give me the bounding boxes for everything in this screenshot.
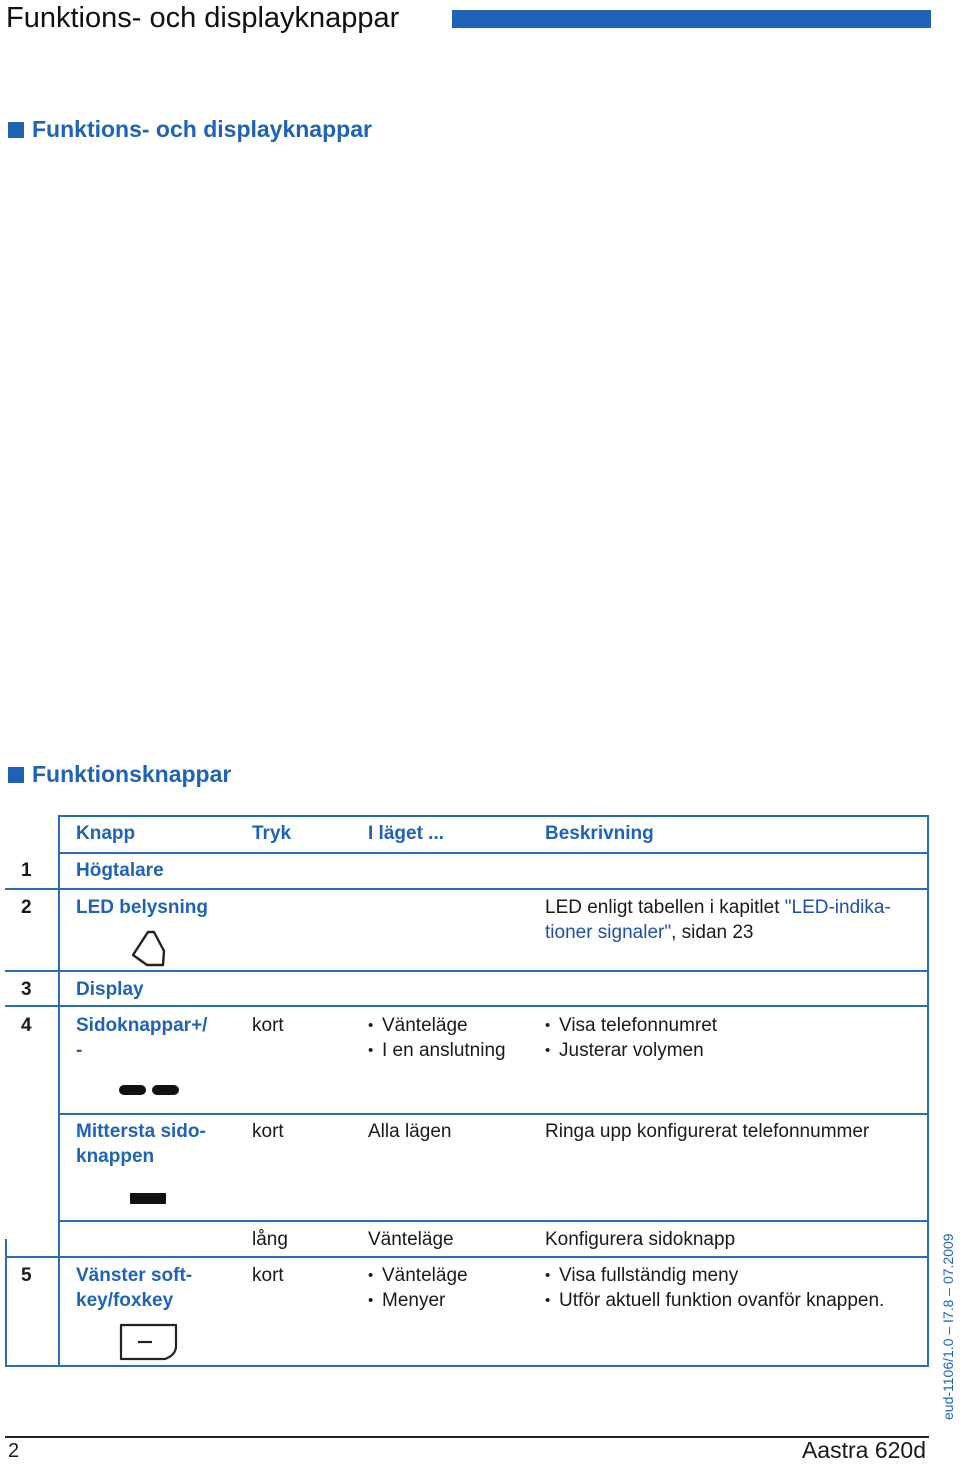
table-rule [58,1113,929,1115]
mode-text: Vänteläge [368,1229,454,1250]
description-text: Konfigurera sidoknapp [545,1229,736,1250]
key-name-display: Display [76,979,144,1000]
key-name-line: Mittersta sido- [76,1121,206,1142]
press-type: kort [252,1121,284,1142]
softkey-icon [118,1322,180,1362]
led-page-ref: , sidan 23 [671,922,754,943]
table-border [5,1239,7,1367]
led-chapter-link[interactable]: "LED-indika- [784,897,891,918]
description-list [545,1263,884,1313]
side-keys-icon [118,1083,180,1097]
list-item: • Visa telefonnumret [545,1013,717,1038]
page-title: Funktions- och displayknappar [6,2,400,34]
list-item: • Utför aktuell funktion ovanför knappen. [545,1288,884,1313]
list-item: • I en anslutning [368,1038,506,1063]
key-name-line: key/foxkey [76,1290,174,1311]
table-rule [5,1365,929,1367]
row-number: 4 [21,1015,32,1036]
key-name-line: Vänster soft- [76,1265,193,1286]
list-item: • Menyer [368,1288,468,1313]
column-header-mode: I läget ... [368,823,445,844]
page-number: 2 [8,1440,20,1462]
document-code: eud-1106/1.0 – I7.8 – 07.2009 [940,1233,956,1420]
table-rule [5,970,929,972]
table-rule [58,852,929,854]
led-description [545,895,891,945]
mode-list [368,1013,506,1063]
list-item: • Visa fullständig meny [545,1263,884,1288]
key-name-line: knappen [76,1146,155,1167]
section-heading-text: Funktions- och displayknappar [32,116,372,142]
footer-rule [5,1436,929,1438]
key-name-middle-side-key [76,1119,206,1169]
description-text: Ringa upp konfigurerat telefonnummer [545,1121,870,1142]
table-rule [58,815,929,817]
table-border [927,815,929,1367]
description-list [545,1013,717,1063]
mode-text: Alla lägen [368,1121,452,1142]
section-heading-function-keys [8,761,231,788]
square-bullet-icon [8,767,24,783]
press-type: lång [252,1229,288,1250]
key-name-line: - [76,1040,83,1061]
press-type: kort [252,1265,284,1286]
function-keys-table [5,815,929,1367]
press-type: kort [252,1015,284,1036]
key-name-side-keys [76,1013,207,1063]
led-bell-icon [129,927,167,969]
table-rule [5,1256,929,1258]
square-bullet-icon [8,122,24,138]
section-heading-display-keys [8,116,372,143]
table-rule [5,1005,929,1007]
table-border [58,815,60,1367]
list-item: • Vänteläge [368,1263,468,1288]
row-number: 3 [21,979,32,1000]
row-number: 1 [21,860,32,881]
key-name-line: Sidoknappar+/ [76,1015,208,1036]
list-item: • Justerar volymen [545,1038,717,1063]
mode-list [368,1263,468,1313]
key-name-softkey [76,1263,192,1313]
column-header-knapp: Knapp [76,823,136,844]
led-chapter-link[interactable]: tioner signaler" [545,922,672,943]
product-name: Aastra 620d [801,1437,926,1463]
led-description-text: LED enligt tabellen i kapitlet [545,897,785,918]
row-number: 5 [21,1265,32,1286]
table-rule [5,888,929,890]
row-number: 2 [21,897,32,918]
list-item: • Vänteläge [368,1013,506,1038]
middle-side-key-icon [129,1191,167,1205]
section-heading-text: Funktionsknappar [32,761,232,787]
table-rule [58,1220,929,1222]
key-name-led: LED belysning [76,897,208,918]
column-header-description: Beskrivning [545,823,654,844]
column-header-tryk: Tryk [252,823,292,844]
page-header [6,0,926,36]
header-bar [452,10,931,28]
key-name-speaker: Högtalare [76,860,164,881]
